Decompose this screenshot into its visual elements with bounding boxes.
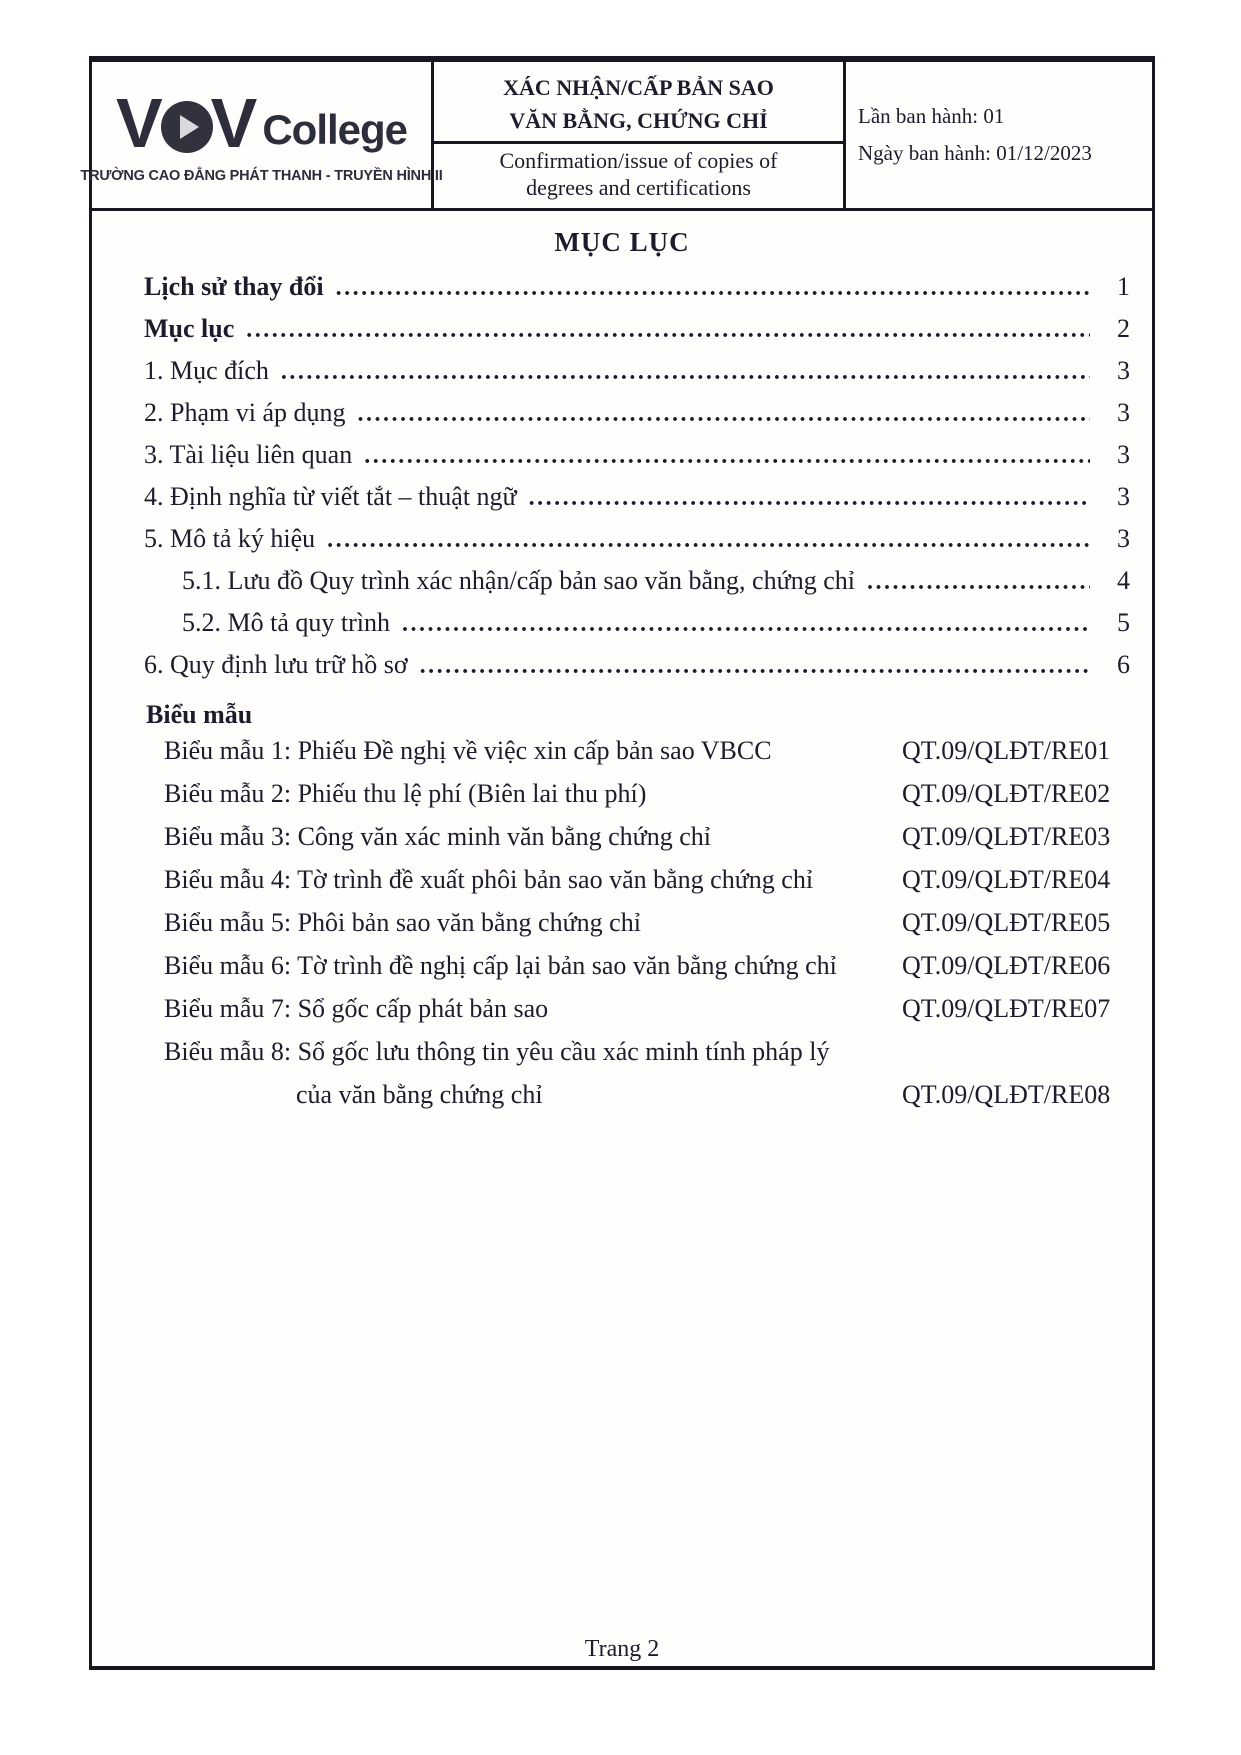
toc-entry (144, 566, 1130, 608)
title-vi-line1: XÁC NHẬN/CẤP BẢN SAO (503, 75, 774, 100)
toc-dot-leader (529, 482, 1090, 512)
toc-page-number: 5 (1117, 608, 1130, 637)
form-item-label: Biểu mẫu 7: Sổ gốc cấp phát bản sao (164, 994, 549, 1023)
forms-section-heading: Biểu mẫu (146, 700, 253, 729)
toc-dot-leader (358, 398, 1091, 428)
toc-entry (144, 650, 1130, 692)
logo-letter-v-left: V (115, 84, 158, 162)
form-item-continuation (164, 1080, 1130, 1123)
form-item-code: QT.09/QLĐT/RE07 (902, 994, 1111, 1023)
form-item-label-line2: của văn bằng chứng chỉ (296, 1080, 543, 1109)
title-vi-line2: VĂN BẰNG, CHỨNG CHỈ (509, 108, 768, 133)
title-en-line2: degrees and certifications (526, 175, 751, 200)
toc-entry (144, 608, 1130, 650)
form-item-label: Biểu mẫu 6: Tờ trình đề nghị cấp lại bản sao văn bằng chứng chỉ (164, 951, 837, 980)
page-title: MỤC LỤC (554, 227, 690, 257)
toc-entry (144, 524, 1130, 566)
toc-entry-label: 2. Phạm vi áp dụng (144, 398, 346, 427)
toc-page-number: 3 (1117, 482, 1130, 511)
form-item (164, 951, 1130, 994)
toc-dot-leader (402, 608, 1090, 638)
form-item-code: QT.09/QLĐT/RE08 (902, 1080, 1111, 1109)
toc-entry (144, 398, 1130, 440)
form-item (164, 736, 1130, 779)
toc-entry-label: 5.2. Mô tả quy trình (182, 608, 390, 637)
toc-dot-leader (246, 314, 1090, 344)
form-item-label: Biểu mẫu 5: Phôi bản sao văn bằng chứng chỉ (164, 908, 641, 937)
toc-entry-label: Lịch sử thay đổi (144, 272, 324, 301)
toc-page-number: 2 (1117, 314, 1130, 343)
toc-dot-leader (281, 356, 1090, 386)
logo-cell (80, 62, 443, 208)
logo-college-text: College (262, 106, 408, 153)
toc-page-number: 3 (1117, 440, 1130, 469)
revision-number: Lần ban hành: 01 (858, 104, 1005, 128)
toc-entry (144, 482, 1130, 524)
toc-dot-leader (336, 272, 1090, 302)
document-page (80, 56, 1155, 1670)
toc-content (92, 211, 1152, 1123)
form-item-code: QT.09/QLĐT/RE04 (902, 865, 1111, 894)
toc-page-number: 3 (1117, 524, 1130, 553)
document-title-english (434, 144, 843, 208)
form-item-code: QT.09/QLĐT/RE05 (902, 908, 1111, 937)
toc-entry-label: 5.1. Lưu đồ Quy trình xác nhận/cấp bản sao văn bằng, chứng chỉ (182, 566, 855, 595)
form-item-code: QT.09/QLĐT/RE06 (902, 951, 1111, 980)
toc-dot-leader (420, 650, 1090, 680)
toc-dot-leader (867, 566, 1090, 596)
toc-entry-label: 4. Định nghĩa từ viết tắt – thuật ngữ (144, 482, 517, 511)
form-item (164, 779, 1130, 822)
toc-entry (144, 440, 1130, 482)
toc-page-number: 6 (1117, 650, 1130, 679)
logo-caption: TRƯỜNG CAO ĐẲNG PHÁT THANH - TRUYỀN HÌNH II (80, 168, 443, 184)
document-header (80, 62, 1152, 211)
form-item-label: Biểu mẫu 3: Công văn xác minh văn bằng chứng chỉ (164, 822, 711, 851)
form-item-label: Biểu mẫu 8: Sổ gốc lưu thông tin yêu cầu xác minh tính pháp lý (164, 1037, 830, 1066)
form-item (164, 822, 1130, 865)
toc-page-number: 4 (1117, 566, 1130, 595)
form-item-label: Biểu mẫu 1: Phiếu Đề nghị về việc xin cấp bản sao VBCC (164, 736, 772, 765)
toc-entry-label: 3. Tài liệu liên quan (144, 440, 353, 469)
toc-entry-label: 6. Quy định lưu trữ hồ sơ (144, 650, 408, 679)
title-cell (434, 62, 846, 208)
document-title-vietnamese (434, 62, 843, 144)
form-item (164, 908, 1130, 951)
form-item-label: Biểu mẫu 4: Tờ trình đề xuất phôi bản sao văn bằng chứng chỉ (164, 865, 814, 894)
toc-entry-label: Mục lục (144, 314, 235, 343)
page-footer: Trang 2 (584, 1636, 660, 1662)
issue-date: Ngày ban hành: 01/12/2023 (858, 141, 1092, 165)
play-icon (161, 101, 213, 153)
toc-entry-label: 1. Mục đích (144, 356, 269, 385)
form-item (164, 1037, 1130, 1080)
toc-page-number: 1 (1117, 272, 1130, 301)
toc-entry (144, 272, 1130, 314)
toc-dot-leader (364, 440, 1090, 470)
play-triangle-icon (180, 115, 199, 139)
issue-info-cell (846, 62, 1152, 208)
toc-entry-label: 5. Mô tả ký hiệu (144, 524, 316, 553)
toc-dot-leader (327, 524, 1090, 554)
vov-college-logo (115, 84, 408, 162)
form-item-code: QT.09/QLĐT/RE03 (902, 822, 1111, 851)
form-item-label: Biểu mẫu 2: Phiếu thu lệ phí (Biên lai thu phí) (164, 779, 647, 808)
form-item (164, 994, 1130, 1037)
form-item (164, 865, 1130, 908)
form-item-code: QT.09/QLĐT/RE01 (902, 736, 1111, 765)
logo-letter-v-right: V (210, 84, 253, 162)
toc-page-number: 3 (1117, 398, 1130, 427)
toc-entry (144, 356, 1130, 398)
form-item-code: QT.09/QLĐT/RE02 (902, 779, 1111, 808)
toc-page-number: 3 (1117, 356, 1130, 385)
toc-entry (144, 314, 1130, 356)
title-en-line1: Confirmation/issue of copies of (499, 148, 778, 173)
